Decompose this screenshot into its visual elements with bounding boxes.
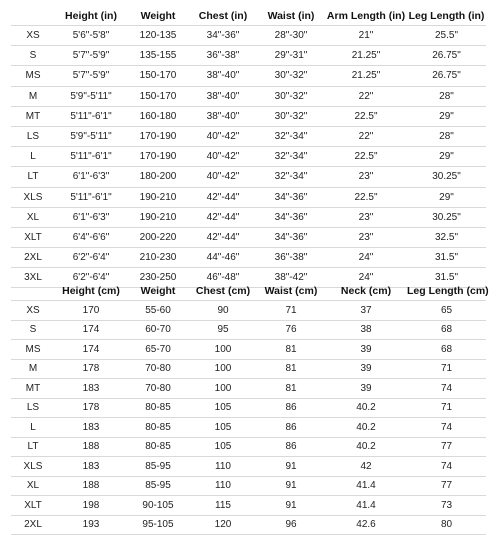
table-cell: 86: [257, 437, 325, 457]
table-cell: 37: [325, 301, 407, 321]
table-cell: 120: [189, 515, 257, 535]
table-cell: 36"-38": [189, 46, 257, 66]
table-cell: 110: [189, 457, 257, 477]
size-label-cell: 2XL: [11, 515, 55, 535]
table-row: [11, 496, 486, 516]
table-cell: 68: [407, 340, 486, 360]
table-cell: 46"-48": [189, 268, 257, 288]
table-cell: 42.6: [325, 515, 407, 535]
size-label-cell: XS: [11, 301, 55, 321]
table-row: [11, 476, 486, 496]
table-cell: 34"-36": [257, 207, 325, 227]
table-cell: 22": [325, 86, 407, 106]
size-label-cell: XLS: [11, 457, 55, 477]
table-cell: 38"-40": [189, 86, 257, 106]
table-cell: 230-250: [127, 268, 189, 288]
table-cell: 23": [325, 227, 407, 247]
table-cell: 28": [407, 126, 486, 146]
size-label-cell: XL: [11, 476, 55, 496]
table-cell: 178: [55, 359, 127, 379]
table-row: [11, 147, 486, 167]
table-row: [11, 187, 486, 207]
table-row: [11, 301, 486, 321]
table-cell: 6'2"-6'4": [55, 268, 127, 288]
centimeters-body: [11, 301, 486, 535]
centimeters-column-header: [11, 281, 55, 301]
table-cell: 5'7"-5'9": [55, 46, 127, 66]
table-row: [11, 26, 486, 46]
table-cell: 5'6"-5'8": [55, 26, 127, 46]
inches-column-header: Waist (in): [267, 9, 315, 22]
table-cell: 77: [407, 476, 486, 496]
table-cell: 38"-40": [189, 106, 257, 126]
table-cell: 40.2: [325, 437, 407, 457]
size-label-cell: LT: [11, 437, 55, 457]
table-cell: 150-170: [127, 66, 189, 86]
table-cell: 30"-32": [257, 66, 325, 86]
size-label-cell: L: [11, 418, 55, 438]
inches-header-row: [11, 6, 486, 26]
table-cell: 91: [257, 457, 325, 477]
table-cell: 115: [189, 496, 257, 516]
table-cell: 5'11"-6'1": [55, 106, 127, 126]
table-cell: 29": [407, 106, 486, 126]
table-cell: 74: [407, 379, 486, 399]
size-label-cell: MT: [11, 106, 55, 126]
table-row: [11, 437, 486, 457]
table-cell: 40.2: [325, 398, 407, 418]
table-cell: 90: [189, 301, 257, 321]
table-cell: 23": [325, 167, 407, 187]
size-label-cell: XL: [11, 207, 55, 227]
centimeters-column-header: Height (cm): [62, 284, 120, 297]
centimeters-column-header: Waist (cm): [264, 284, 318, 297]
table-cell: 31.5": [407, 248, 486, 268]
size-label-cell: LS: [11, 398, 55, 418]
table-cell: 42"-44": [189, 227, 257, 247]
table-row: [11, 167, 486, 187]
table-cell: 85-95: [127, 457, 189, 477]
table-cell: 170-190: [127, 147, 189, 167]
table-cell: 28": [407, 86, 486, 106]
table-cell: 200-220: [127, 227, 189, 247]
table-row: [11, 86, 486, 106]
table-cell: 32"-34": [257, 167, 325, 187]
centimeters-column-header: Weight: [140, 284, 176, 297]
size-label-cell: M: [11, 86, 55, 106]
table-cell: 105: [189, 437, 257, 457]
table-cell: 39: [325, 340, 407, 360]
table-cell: 32"-34": [257, 147, 325, 167]
table-cell: 40"-42": [189, 147, 257, 167]
inches-column-header: [11, 6, 55, 26]
table-cell: 180-200: [127, 167, 189, 187]
inches-header: [11, 6, 486, 26]
table-cell: 100: [189, 379, 257, 399]
table-cell: 210-230: [127, 248, 189, 268]
table-cell: 39: [325, 359, 407, 379]
centimeters-column-header: Chest (cm): [195, 284, 251, 297]
table-cell: 65: [407, 301, 486, 321]
table-cell: 40"-42": [189, 167, 257, 187]
table-cell: 42"-44": [189, 207, 257, 227]
table-cell: 32.5": [407, 227, 486, 247]
table-row: [11, 248, 486, 268]
table-cell: 6'2"-6'4": [55, 248, 127, 268]
table-row: [11, 66, 486, 86]
table-cell: 6'4"-6'6": [55, 227, 127, 247]
table-row: [11, 320, 486, 340]
table-cell: 40.2: [325, 418, 407, 438]
table-cell: 30"-32": [257, 106, 325, 126]
size-label-cell: MS: [11, 340, 55, 360]
table-cell: 100: [189, 340, 257, 360]
table-cell: 91: [257, 496, 325, 516]
table-cell: 73: [407, 496, 486, 516]
inches-column-header: Height (in): [65, 9, 117, 22]
table-row: [11, 46, 486, 66]
table-cell: 6'1"-6'3": [55, 207, 127, 227]
table-cell: 183: [55, 457, 127, 477]
table-cell: 74: [407, 418, 486, 438]
table-cell: 183: [55, 379, 127, 399]
table-cell: 70-80: [127, 359, 189, 379]
table-cell: 193: [55, 515, 127, 535]
table-cell: 5'9"-5'11": [55, 126, 127, 146]
centimeters-header-row: [11, 281, 486, 301]
table-cell: 21": [325, 26, 407, 46]
table-cell: 38: [325, 320, 407, 340]
table-cell: 5'11"-6'1": [55, 147, 127, 167]
table-cell: 21.25": [325, 66, 407, 86]
table-row: [11, 227, 486, 247]
table-cell: 105: [189, 398, 257, 418]
table-cell: 80-85: [127, 437, 189, 457]
table-cell: 71: [407, 359, 486, 379]
table-row: [11, 515, 486, 535]
table-cell: 30.25": [407, 207, 486, 227]
centimeters-column-header: Leg Length (cm): [407, 284, 489, 297]
size-label-cell: LT: [11, 167, 55, 187]
size-label-cell: XLS: [11, 187, 55, 207]
table-cell: 86: [257, 418, 325, 438]
size-label-cell: 2XL: [11, 248, 55, 268]
table-cell: 160-180: [127, 106, 189, 126]
table-cell: 188: [55, 476, 127, 496]
table-cell: 81: [257, 340, 325, 360]
table-cell: 25.5": [407, 26, 486, 46]
table-cell: 80-85: [127, 418, 189, 438]
table-cell: 34"-36": [189, 26, 257, 46]
table-cell: 198: [55, 496, 127, 516]
table-cell: 105: [189, 418, 257, 438]
table-cell: 32"-34": [257, 126, 325, 146]
table-cell: 65-70: [127, 340, 189, 360]
table-cell: 120-135: [127, 26, 189, 46]
table-cell: 85-95: [127, 476, 189, 496]
table-cell: 38"-42": [257, 268, 325, 288]
table-cell: 174: [55, 340, 127, 360]
table-cell: 26.75": [407, 66, 486, 86]
table-cell: 40"-42": [189, 126, 257, 146]
table-cell: 91: [257, 476, 325, 496]
table-row: [11, 379, 486, 399]
table-cell: 24": [325, 248, 407, 268]
table-row: [11, 457, 486, 477]
table-cell: 36"-38": [257, 248, 325, 268]
size-label-cell: XLT: [11, 496, 55, 516]
table-cell: 6'1"-6'3": [55, 167, 127, 187]
table-cell: 135-155: [127, 46, 189, 66]
table-cell: 29": [407, 147, 486, 167]
table-cell: 71: [407, 398, 486, 418]
table-cell: 86: [257, 398, 325, 418]
centimeters-column-header: Neck (cm): [340, 284, 392, 297]
table-cell: 38"-40": [189, 66, 257, 86]
table-cell: 55-60: [127, 301, 189, 321]
table-cell: 23": [325, 207, 407, 227]
table-cell: 81: [257, 359, 325, 379]
table-row: [11, 207, 486, 227]
table-cell: 190-210: [127, 187, 189, 207]
size-label-cell: MT: [11, 379, 55, 399]
size-chart-inches: [11, 6, 486, 288]
table-cell: 30.25": [407, 167, 486, 187]
table-row: [11, 398, 486, 418]
table-cell: 71: [257, 301, 325, 321]
table-cell: 39: [325, 379, 407, 399]
size-label-cell: 3XL: [11, 268, 55, 288]
table-cell: 21.25": [325, 46, 407, 66]
table-cell: 5'7"-5'9": [55, 66, 127, 86]
table-cell: 5'11"-6'1": [55, 187, 127, 207]
table-cell: 95-105: [127, 515, 189, 535]
inches-column-header: Arm Length (in): [326, 9, 406, 22]
table-cell: 81: [257, 379, 325, 399]
table-cell: 170-190: [127, 126, 189, 146]
table-cell: 80: [407, 515, 486, 535]
table-cell: 34"-36": [257, 187, 325, 207]
table-cell: 95: [189, 320, 257, 340]
table-cell: 41.4: [325, 496, 407, 516]
table-cell: 150-170: [127, 86, 189, 106]
table-row: [11, 418, 486, 438]
table-cell: 5'9"-5'11": [55, 86, 127, 106]
table-cell: 24": [325, 268, 407, 288]
table-cell: 190-210: [127, 207, 189, 227]
table-cell: 188: [55, 437, 127, 457]
table-cell: 41.4: [325, 476, 407, 496]
size-label-cell: S: [11, 46, 55, 66]
table-cell: 26.75": [407, 46, 486, 66]
table-cell: 70-80: [127, 379, 189, 399]
size-label-cell: XLT: [11, 227, 55, 247]
table-cell: 22.5": [325, 147, 407, 167]
size-label-cell: MS: [11, 66, 55, 86]
inches-column-header: Chest (in): [198, 9, 248, 22]
table-cell: 110: [189, 476, 257, 496]
table-cell: 60-70: [127, 320, 189, 340]
size-label-cell: XS: [11, 26, 55, 46]
table-cell: 77: [407, 437, 486, 457]
table-cell: 183: [55, 418, 127, 438]
table-cell: 100: [189, 359, 257, 379]
table-row: [11, 340, 486, 360]
table-cell: 22": [325, 126, 407, 146]
table-cell: 22.5": [325, 106, 407, 126]
table-cell: 90-105: [127, 496, 189, 516]
table-cell: 96: [257, 515, 325, 535]
table-row: [11, 126, 486, 146]
table-cell: 170: [55, 301, 127, 321]
table-cell: 22.5": [325, 187, 407, 207]
table-cell: 31.5": [407, 268, 486, 288]
table-cell: 42: [325, 457, 407, 477]
table-cell: 29"-31": [257, 46, 325, 66]
table-cell: 42"-44": [189, 187, 257, 207]
inches-column-header: Weight: [140, 9, 176, 22]
table-row: [11, 106, 486, 126]
inches-body: [11, 26, 486, 288]
table-cell: 30"-32": [257, 86, 325, 106]
table-cell: 29": [407, 187, 486, 207]
size-label-cell: LS: [11, 126, 55, 146]
table-row: [11, 359, 486, 379]
table-cell: 178: [55, 398, 127, 418]
table-cell: 74: [407, 457, 486, 477]
table-cell: 34"-36": [257, 227, 325, 247]
centimeters-header: [11, 281, 489, 301]
table-cell: 68: [407, 320, 486, 340]
size-label-cell: S: [11, 320, 55, 340]
table-cell: 28"-30": [257, 26, 325, 46]
table-cell: 80-85: [127, 398, 189, 418]
table-cell: 76: [257, 320, 325, 340]
inches-column-header: Leg Length (in): [408, 9, 485, 22]
size-label-cell: M: [11, 359, 55, 379]
size-label-cell: L: [11, 147, 55, 167]
table-cell: 174: [55, 320, 127, 340]
table-cell: 44"-46": [189, 248, 257, 268]
